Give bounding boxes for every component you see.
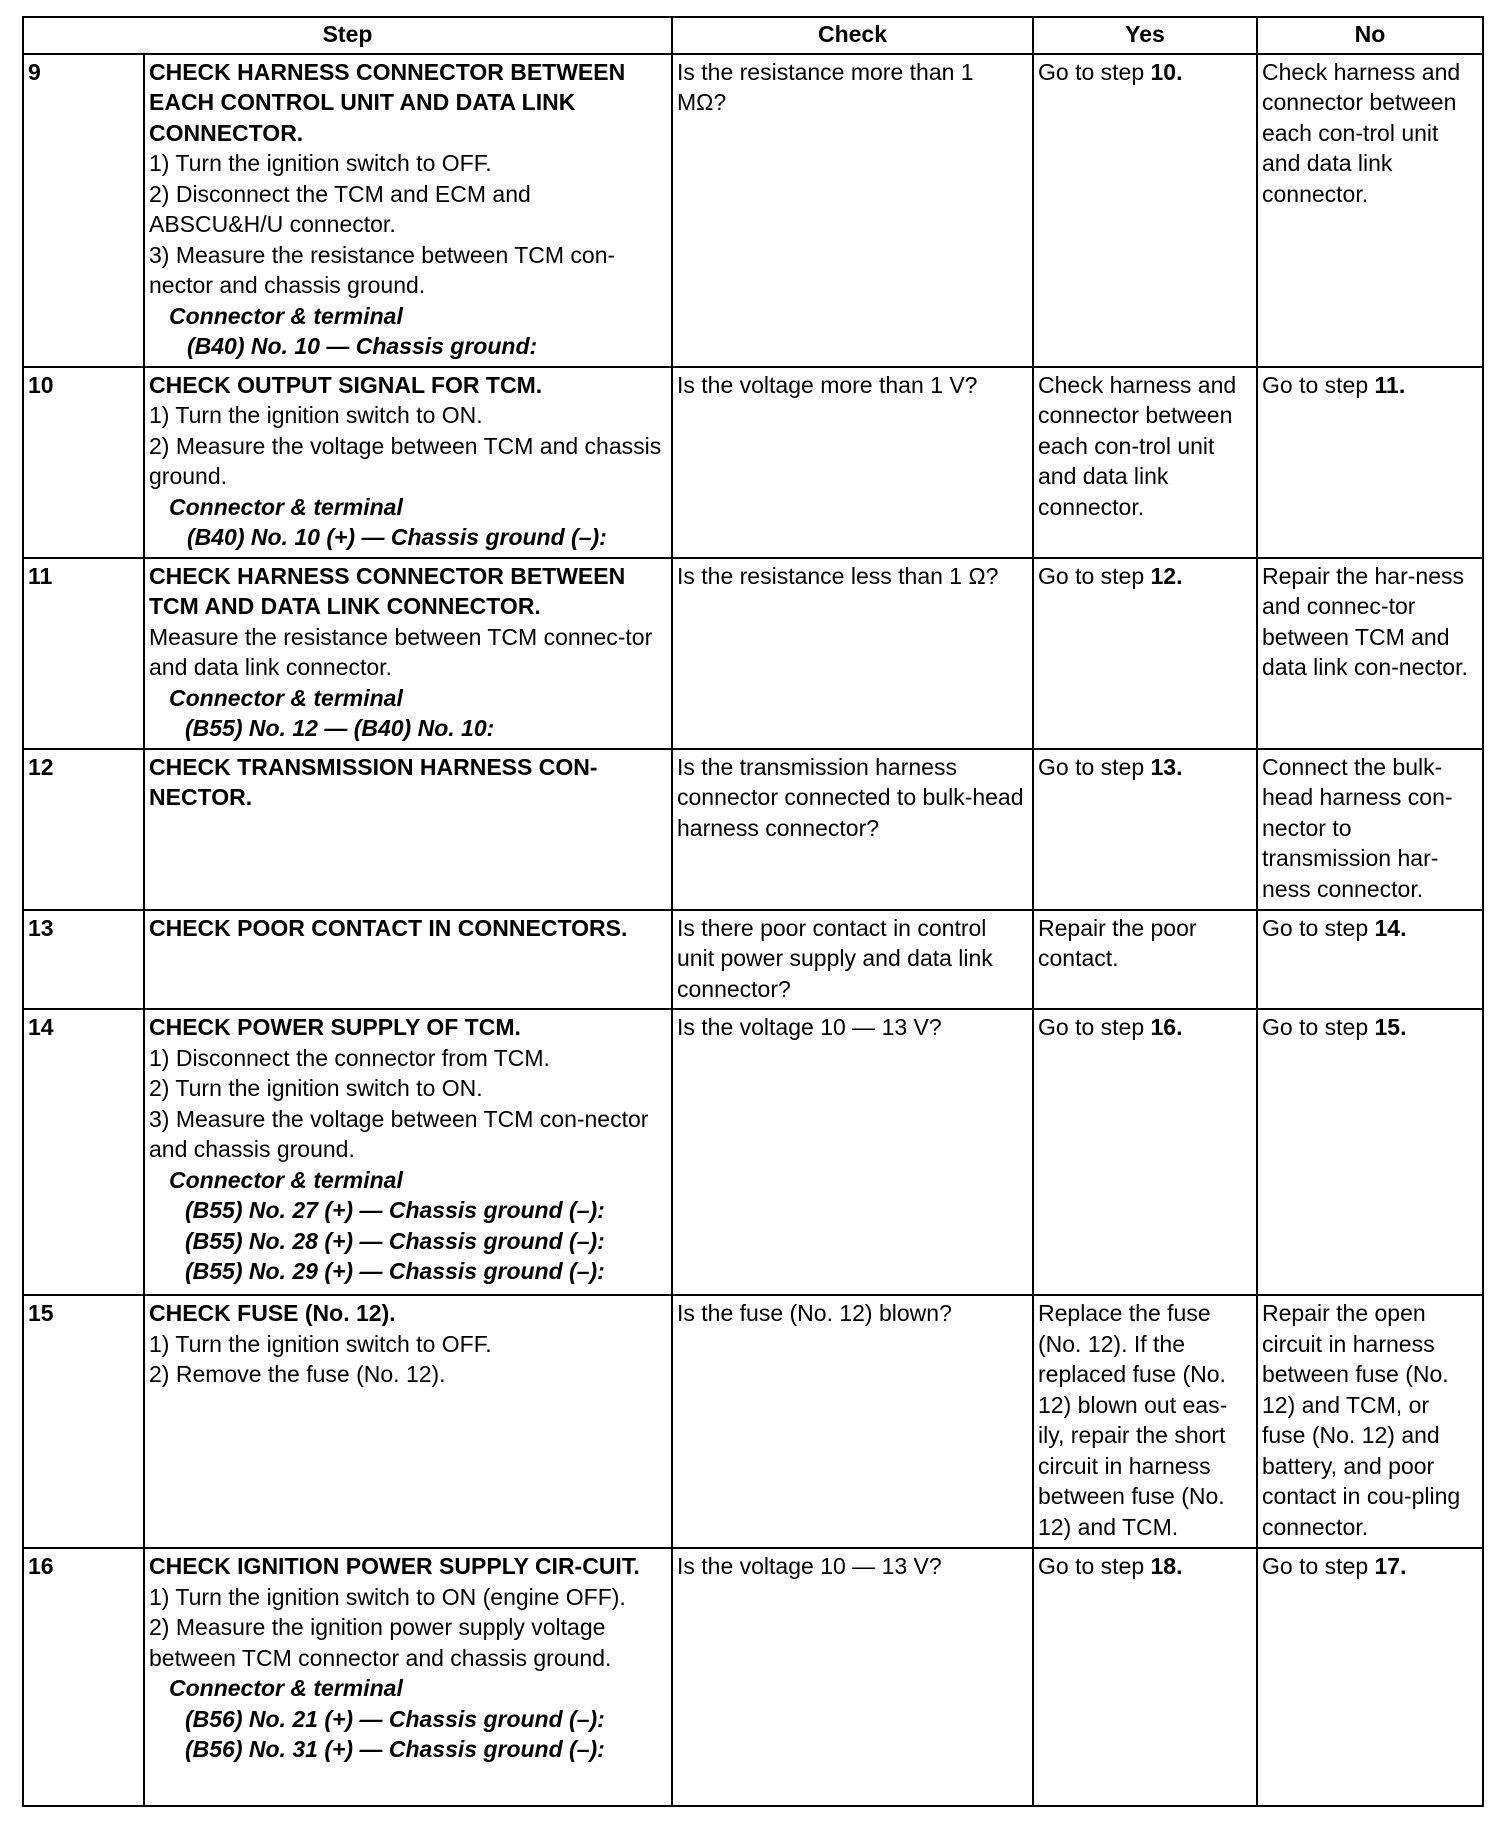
step-instruction: 1) Disconnect the connector from TCM.	[149, 1044, 550, 1071]
terminal-spec: (B55) No. 12 — (B40) No. 10:	[185, 715, 495, 741]
yes-step-ref: 16.	[1150, 1014, 1183, 1040]
step-number: 14	[23, 1009, 144, 1295]
yes-step-ref: 12.	[1150, 562, 1183, 589]
check-cell: Is the transmission harness connector connected to bulk-head harness connector?	[672, 749, 1033, 910]
step-cell	[144, 749, 672, 910]
diagnostic-table	[22, 16, 1484, 1807]
step-title: CHECK FUSE (No. 12).	[149, 1300, 396, 1326]
check-cell: Is the fuse (No. 12) blown?	[672, 1295, 1033, 1548]
no-cell: Check harness and connector between each con-trol unit and data link connector.	[1257, 54, 1483, 367]
yes-prefix: Go to step	[1038, 1553, 1151, 1579]
table-row	[23, 749, 1483, 910]
table-row	[23, 910, 1483, 1010]
check-cell: Is the voltage 10 — 13 V?	[672, 1548, 1033, 1806]
yes-prefix: Go to step	[1038, 58, 1151, 85]
no-cell	[1257, 1009, 1483, 1295]
check-cell: Is the resistance more than 1 MΩ?	[672, 54, 1033, 367]
step-number: 9	[23, 54, 144, 367]
yes-cell: Check harness and connector between each con-trol unit and data link connector.	[1033, 367, 1257, 558]
yes-cell	[1033, 1548, 1257, 1806]
check-cell: Is there poor contact in control unit power supply and data link connector?	[672, 910, 1033, 1010]
step-number: 16	[23, 1548, 144, 1806]
table-row	[23, 558, 1483, 749]
step-instruction: 1) Turn the ignition switch to ON.	[149, 402, 483, 428]
terminal-spec: (B55) No. 29 (+) — Chassis ground (–):	[185, 1258, 605, 1284]
step-cell	[144, 367, 672, 558]
step-cell	[144, 1295, 672, 1548]
step-cell	[144, 1548, 672, 1806]
step-cell	[144, 558, 672, 749]
terminal-spec: (B56) No. 31 (+) — Chassis ground (–):	[185, 1736, 605, 1762]
step-title: CHECK IGNITION POWER SUPPLY CIR-CUIT.	[149, 1553, 640, 1579]
connector-heading: Connector & terminal	[169, 302, 403, 329]
yes-step-ref: 18.	[1150, 1553, 1183, 1579]
no-step-ref: 15.	[1374, 1014, 1407, 1040]
table-row	[23, 1548, 1483, 1806]
yes-cell	[1033, 749, 1257, 910]
step-instruction: 2) Disconnect the TCM and ECM and ABSCU&H/U connector.	[149, 180, 531, 237]
step-title: CHECK HARNESS CONNECTOR BETWEEN TCM AND DATA LINK CONNECTOR.	[149, 562, 626, 619]
connector-heading: Connector & terminal	[169, 493, 403, 520]
yes-prefix: Go to step	[1038, 753, 1151, 780]
no-cell: Repair the open circuit in harness between fuse (No. 12) and TCM, or fuse (No. 12) and battery, and poor contact in cou-pling connector.	[1257, 1295, 1483, 1548]
yes-cell: Replace the fuse (No. 12). If the replaced fuse (No. 12) blown out eas-ily, repair the short circuit in harness between fuse (No. 12) and TCM.	[1033, 1295, 1257, 1548]
check-cell: Is the resistance less than 1 Ω?	[672, 558, 1033, 749]
step-cell	[144, 54, 672, 367]
terminal-spec: (B40) No. 10 (+) — Chassis ground (–):	[187, 524, 607, 550]
yes-prefix: Go to step	[1038, 1014, 1151, 1040]
step-title: CHECK OUTPUT SIGNAL FOR TCM.	[149, 371, 543, 398]
yes-step-ref: 13.	[1150, 753, 1183, 780]
table-row	[23, 1009, 1483, 1295]
terminal-spec: (B55) No. 28 (+) — Chassis ground (–):	[185, 1227, 605, 1254]
step-title: CHECK POWER SUPPLY OF TCM.	[149, 1014, 521, 1040]
step-title: CHECK TRANSMISSION HARNESS CON-NECTOR.	[149, 753, 598, 810]
step-number: 15	[23, 1295, 144, 1548]
no-prefix: Go to step	[1262, 371, 1375, 398]
no-step-ref: 14.	[1374, 914, 1407, 941]
step-instruction: 2) Measure the ignition power supply voltage between TCM connector and chassis ground.	[149, 1614, 612, 1671]
no-cell	[1257, 910, 1483, 1010]
yes-cell	[1033, 558, 1257, 749]
step-title: CHECK HARNESS CONNECTOR BETWEEN EACH CONTROL UNIT AND DATA LINK CONNECTOR.	[149, 58, 626, 146]
no-prefix: Go to step	[1262, 1553, 1375, 1579]
connector-heading: Connector & terminal	[169, 1166, 403, 1193]
step-number: 10	[23, 367, 144, 558]
step-number: 12	[23, 749, 144, 910]
connector-heading: Connector & terminal	[169, 1675, 403, 1701]
step-instruction: Measure the resistance between TCM connec-tor and data link connector.	[149, 623, 653, 680]
no-cell: Connect the bulk-head harness con-nector to transmission har-ness connector.	[1257, 749, 1483, 910]
step-cell	[144, 1009, 672, 1295]
step-number: 13	[23, 910, 144, 1010]
header-yes: Yes	[1033, 17, 1257, 54]
no-step-ref: 17.	[1374, 1553, 1407, 1579]
step-cell	[144, 910, 672, 1010]
step-number: 11	[23, 558, 144, 749]
yes-cell	[1033, 1009, 1257, 1295]
header-check: Check	[672, 17, 1033, 54]
table-row	[23, 1295, 1483, 1548]
step-instruction: 1) Turn the ignition switch to OFF.	[149, 1330, 492, 1357]
no-cell: Repair the har-ness and connec-tor between TCM and data link con-nector.	[1257, 558, 1483, 749]
step-instruction: 2) Turn the ignition switch to ON.	[149, 1075, 483, 1101]
step-title: CHECK POOR CONTACT IN CONNECTORS.	[149, 914, 628, 941]
yes-cell	[1033, 54, 1257, 367]
step-instruction: 1) Turn the ignition switch to OFF.	[149, 150, 492, 176]
step-instruction: 3) Measure the voltage between TCM con-nector and chassis ground.	[149, 1105, 649, 1162]
check-cell: Is the voltage more than 1 V?	[672, 367, 1033, 558]
terminal-spec: (B55) No. 27 (+) — Chassis ground (–):	[185, 1197, 605, 1223]
step-instruction: 1) Turn the ignition switch to ON (engine OFF).	[149, 1583, 626, 1610]
no-prefix: Go to step	[1262, 914, 1375, 941]
header-row	[23, 17, 1483, 54]
yes-cell: Repair the poor contact.	[1033, 910, 1257, 1010]
terminal-spec: (B40) No. 10 — Chassis ground:	[187, 333, 538, 359]
header-step: Step	[23, 17, 672, 54]
no-cell	[1257, 1548, 1483, 1806]
step-instruction: 2) Measure the voltage between TCM and chassis ground.	[149, 432, 662, 489]
no-prefix: Go to step	[1262, 1014, 1375, 1040]
table-row	[23, 367, 1483, 558]
check-cell: Is the voltage 10 — 13 V?	[672, 1009, 1033, 1295]
table-row	[23, 54, 1483, 367]
no-cell	[1257, 367, 1483, 558]
yes-prefix: Go to step	[1038, 562, 1151, 589]
header-no: No	[1257, 17, 1483, 54]
no-step-ref: 11.	[1374, 371, 1406, 398]
connector-heading: Connector & terminal	[169, 684, 403, 711]
step-instruction: 2) Remove the fuse (No. 12).	[149, 1361, 446, 1387]
terminal-spec: (B56) No. 21 (+) — Chassis ground (–):	[185, 1705, 605, 1732]
yes-step-ref: 10.	[1150, 58, 1183, 85]
step-instruction: 3) Measure the resistance between TCM con-nector and chassis ground.	[149, 241, 616, 298]
